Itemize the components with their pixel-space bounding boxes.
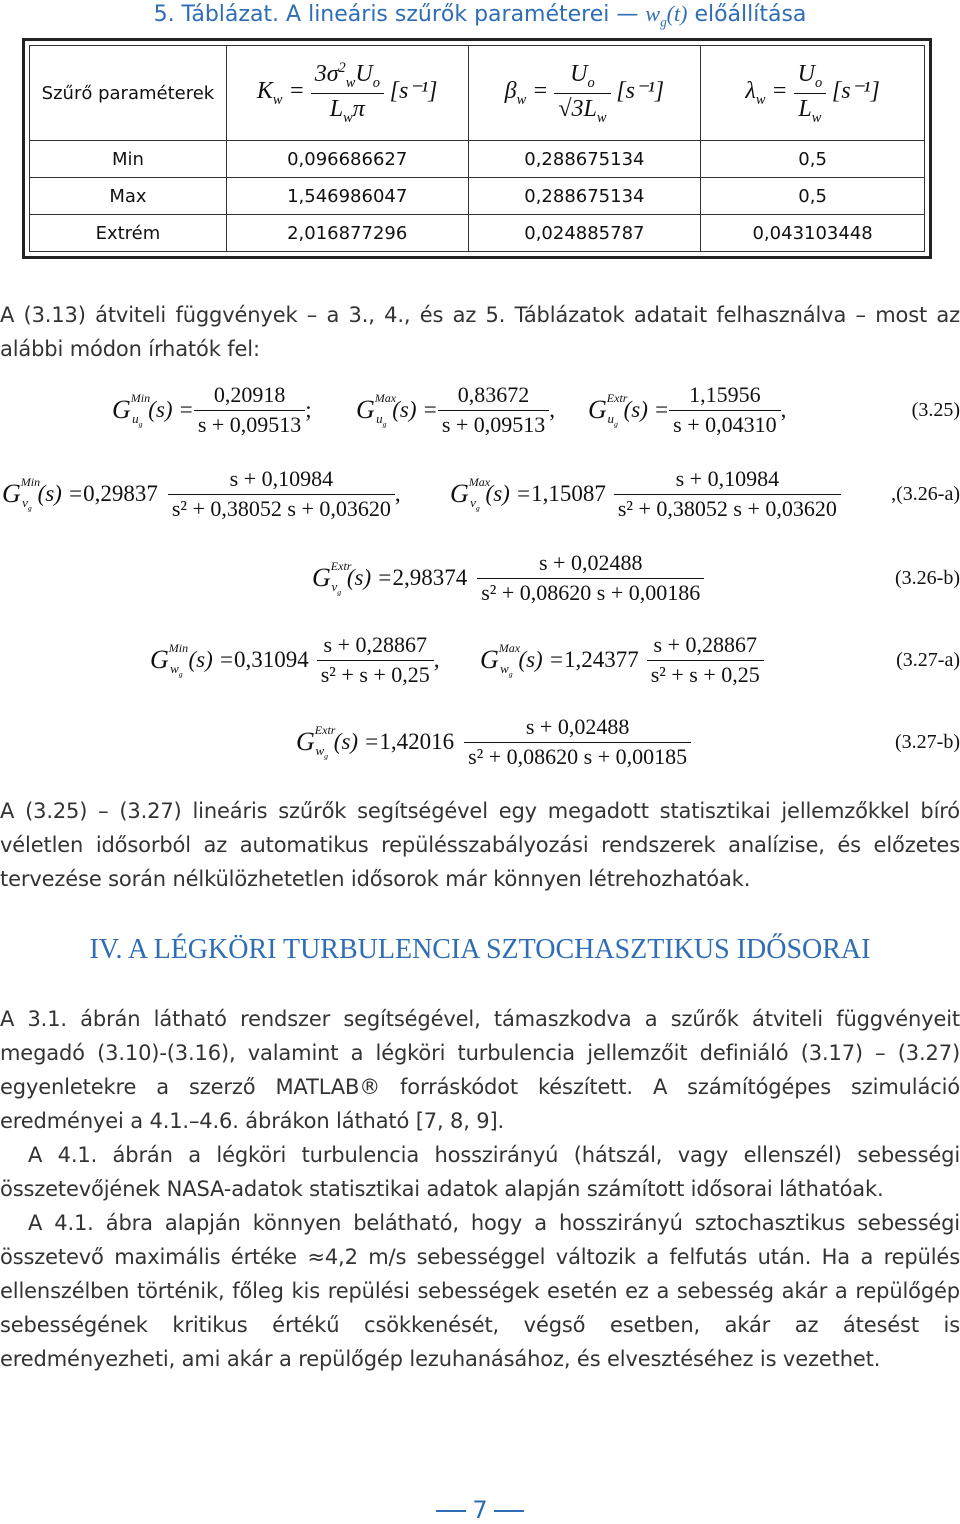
eq326b-gain: 2,98374 [392, 565, 468, 590]
equation-3-27-b [0, 710, 960, 774]
page-number-rule-right [494, 1510, 524, 1512]
eq326a-min-den: s² + 0,38052 s + 0,03620 [171, 495, 391, 521]
paragraph-figure-4-1 [0, 1138, 960, 1206]
paragraph-analysis-text: A 4.1. ábra alapján könnyen belátható, hogy a hosszirányú sztochasztikus sebességi összetevő maximális értéke ≈4,2 m/s sebességgel változik a felfutás után. Ha a repülés ellenszélben történik, főleg kis repülési sebességek esetén ez a sebesség akár a repülőgép sebességének kritikus értékű csökkenését, végső esetben, akár az átesést is eredményezheti, ami akár a repülőgép lezuhanásához, és elvesztéséhez is vezethet. [0, 1211, 960, 1371]
eq326b-num: s + 0,02488 [477, 549, 704, 579]
eq-label-3-26-a: ,(3.26-a) [891, 482, 960, 505]
header-k-units: [s⁻¹] [389, 78, 438, 104]
header-beta-formula: $\beta_w$ = $\frac{U_o}{√3L_w}$ [s⁻¹] [468, 46, 701, 141]
cell-k: 2,016877296 [226, 215, 468, 252]
row-label: Max [30, 178, 227, 215]
section-heading: IV. A LÉGKÖRI TURBULENCIA SZTOCHASZTIKUS IDŐSORAI [89, 934, 871, 965]
table-caption [0, 0, 960, 36]
row-label: Extrém [30, 215, 227, 252]
parameter-table [29, 45, 925, 252]
eq-gv-max: G Max $v_g$ (s) = 1,15087 $\frac{s + 0,10984}{\text{s² + 0,38052 s + 0,03620}}$ [450, 462, 841, 526]
eq326a-min-num: s + 0,10984 [168, 465, 395, 495]
page-number-rule-left [436, 1510, 466, 1512]
equation-3-27-a [0, 628, 960, 692]
eq-label-3-27-b: (3.27-b) [895, 730, 960, 753]
parameter-table-frame [22, 38, 932, 259]
caption-func-sub: g [660, 14, 667, 30]
paragraph-matlab: A 3.1. ábrán látható rendszer segítségével, támaszkodva a szűrők átviteli függvényeit megadó (3.10)-(3.16), valamint a légköri turbulencia jellemzőit definiáló (3.17) – (3.27) egyenletekre a szerző MATLAB® forráskódot készített. A számítógépes szimuláció eredményei a 4.1.–4.6. ábrákon látható [7, 8, 9]. [0, 1007, 960, 1133]
page-number [0, 1496, 960, 1524]
eq-gw-max: G Max $w_g$ (s) = 1,24377 $\frac{s + 0,28867}{\text{s² + s + 0,25}}$ [480, 628, 764, 692]
caption-func: w [645, 1, 661, 26]
eq325-max-den: s + 0,09513 [441, 411, 546, 437]
cell-beta: 0,288675134 [468, 141, 701, 178]
cell-k: 0,096686627 [226, 141, 468, 178]
caption-dash: — [616, 2, 639, 27]
eq325-min-num: 0,20918 [194, 381, 305, 411]
equation-3-25 [0, 378, 960, 442]
table-row [30, 215, 925, 252]
eq326a-min-gain: 0,29837 [83, 481, 158, 506]
header-label: Szűrő paraméterek [30, 46, 227, 141]
eq326a-max-num: s + 0,10984 [614, 465, 841, 495]
eq-label-3-26-b: (3.26-b) [895, 566, 960, 589]
cell-k: 1,546986047 [226, 178, 468, 215]
page-number-value: 7 [472, 1496, 488, 1524]
eq327b-num: s + 0,02488 [464, 713, 691, 743]
cell-beta: 0,024885787 [468, 215, 701, 252]
eq-gw-extr: G Extr $w_g$ (s) = 1,42016 $\frac{s + 0,02488}{\text{s² + 0,08620 s + 0,00185}}$ [296, 710, 691, 774]
eq-gw-min: G Min $w_g$ (s) = 0,31094 $\frac{s + 0,28867}{\text{s² + s + 0,25}}$ , [150, 628, 440, 692]
header-k-formula: $K_w$ = $\frac{3\sigma^2_wU_o}{L_w\pi}$ [s⁻¹] [226, 46, 468, 141]
eq-gu-extr: G Extr $u_g$ (s) = $\frac{1,15956}{s + 0,04310}$ , [588, 378, 786, 442]
header-lambda-formula: $\lambda_w$ = $\frac{U_o}{L_w}$ [s⁻¹] [701, 46, 925, 141]
paragraph-figure-4-1-text: A 4.1. ábrán a légköri turbulencia hosszirányú (hátszál, vagy ellenszél) sebességi összetevőjének NASA-adatok statisztikai adatok alapján számított idősorai láthatóak. [0, 1143, 960, 1201]
eq325-max-num: 0,83672 [438, 381, 549, 411]
eq326a-max-den: s² + 0,38052 s + 0,03620 [617, 495, 837, 521]
equation-3-26-b [0, 546, 960, 610]
cell-lambda: 0,5 [701, 178, 925, 215]
header-lambda-units: [s⁻¹] [831, 78, 880, 104]
eq327a-min-den: s² + s + 0,25 [320, 661, 430, 687]
cell-lambda: 0,5 [701, 141, 925, 178]
eq-gu-min: G Min $u_g$ (s) = $\frac{0,20918}{s + 0,09513}$ ; [112, 378, 312, 442]
eq325-min-den: s + 0,09513 [197, 411, 302, 437]
cell-beta: 0,288675134 [468, 178, 701, 215]
eq327a-max-den: s² + s + 0,25 [650, 661, 760, 687]
eq-gv-extr: G Extr $v_g$ (s) = 2,98374 $\frac{s + 0,02488}{\text{s² + 0,08620 s + 0,00186}}$ [312, 546, 704, 610]
eq327a-max-gain: 1,24377 [563, 647, 639, 672]
eq325-ext-num: 1,15956 [669, 381, 780, 411]
eq327a-max-num: s + 0,28867 [647, 631, 764, 661]
eq326b-den: s² + 0,08620 s + 0,00186 [481, 579, 701, 605]
table-row [30, 141, 925, 178]
paragraph-filters: A (3.25) – (3.27) lineáris szűrők segítségével egy megadott statisztikai jellemzőkkel bíró véletlen idősorból az automatikus repülésszabályozási rendszerek analízise, és előzetes tervezése során nélkülözhetetlen idősorok már könnyen létrehozhatóak. [0, 799, 960, 891]
eq325-ext-den: s + 0,04310 [673, 411, 777, 437]
eq-label-3-27-a: (3.27-a) [896, 648, 960, 671]
equation-3-26-a [0, 462, 960, 526]
table-header-row [30, 46, 925, 141]
eq327b-den: s² + 0,08620 s + 0,00185 [468, 743, 688, 769]
paragraph-intro: A (3.13) átviteli függvények – a 3., 4., és az 5. Táblázatok adatait felhasználva – most az alábbi módon írhatók fel: [0, 303, 960, 361]
eq326a-max-gain: 1,15087 [531, 481, 606, 506]
eq-label-3-25: (3.25) [911, 398, 960, 421]
row-label: Min [30, 141, 227, 178]
eq-gv-min: G Min $v_g$ (s) = 0,29837 $\frac{s + 0,10984}{\text{s² + 0,38052 s + 0,03620}}$ , [2, 462, 401, 526]
cell-lambda: 0,043103448 [701, 215, 925, 252]
caption-prefix: 5. Táblázat. A lineáris szűrők paraméterei [153, 2, 610, 27]
eq327b-gain: 1,42016 [379, 729, 455, 754]
caption-func-arg: (t) [666, 1, 688, 26]
eq-gu-max: G Max $u_g$ (s) = $\frac{0,83672}{s + 0,09513}$ , [356, 378, 555, 442]
header-beta-units: [s⁻¹] [616, 78, 665, 104]
paragraph-analysis [0, 1206, 960, 1376]
table-row [30, 178, 925, 215]
eq327a-min-num: s + 0,28867 [317, 631, 434, 661]
caption-suffix: előállítása [694, 2, 807, 27]
eq327a-min-gain: 0,31094 [234, 647, 309, 672]
